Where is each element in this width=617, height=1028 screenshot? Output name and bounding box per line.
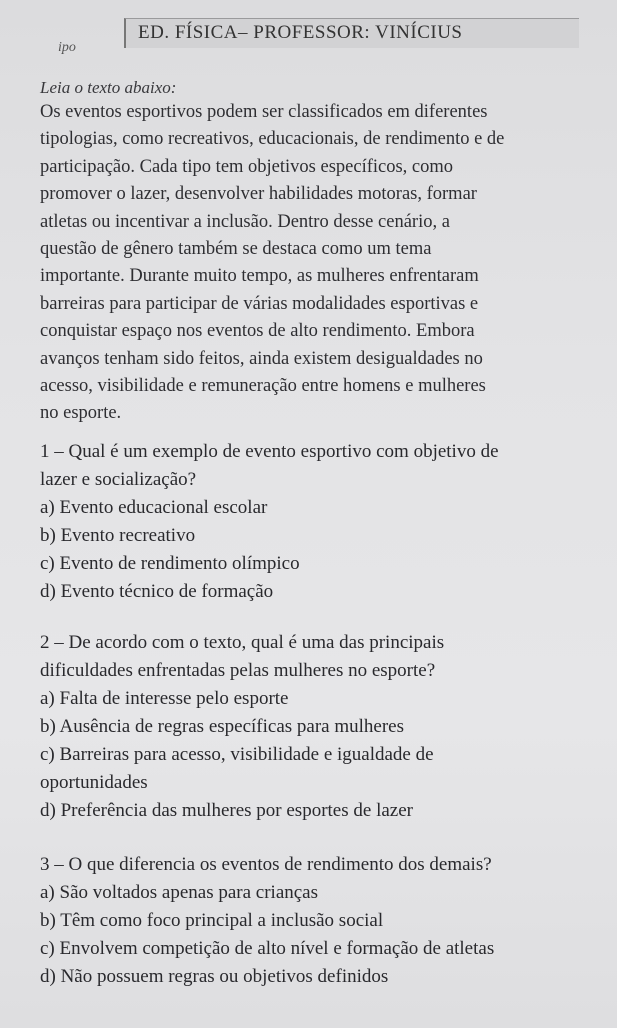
passage-line: Os eventos esportivos podem ser classificados em diferentes: [40, 102, 488, 122]
option-b: b) Ausência de regras específicas para mulheres: [40, 716, 404, 737]
question-stem: lazer e socialização?: [40, 469, 197, 490]
question-stem: dificuldades enfrentadas pelas mulheres no esporte?: [40, 660, 436, 681]
question-2: [40, 629, 610, 825]
passage-line: tipologias, como recreativos, educacionais, de rendimento e de: [40, 129, 505, 150]
option-c: c) Evento de rendimento olímpico: [40, 553, 300, 574]
option-b: b) Evento recreativo: [40, 525, 196, 546]
page-title: ED. FÍSICA– PROFESSOR: VINÍCIUS: [138, 22, 463, 43]
option-a: a) Evento educacional escolar: [40, 497, 268, 518]
option-a: a) Falta de interesse pelo esporte: [40, 688, 289, 709]
passage-line: conquistar espaço nos eventos de alto rendimento. Embora: [40, 321, 475, 342]
passage-line: atletas ou incentivar a inclusão. Dentro desse cenário, a: [40, 211, 450, 232]
option-d: d) Preferência das mulheres por esportes de lazer: [40, 800, 413, 821]
option-d: d) Evento técnico de formação: [40, 581, 274, 602]
passage-line: barreiras para participar de várias modalidades esportivas e: [40, 293, 479, 314]
header-banner: [124, 18, 579, 48]
passage-line: avanços tenham sido feitos, ainda existem desigualdades no: [40, 348, 483, 369]
question-3: [40, 851, 610, 991]
passage-line: acesso, visibilidade e remuneração entre homens e mulheres: [40, 376, 486, 397]
question-stem: 3 – O que diferencia os eventos de rendimento dos demais?: [40, 854, 492, 875]
question-stem: 1 – Qual é um exemplo de evento esportivo com objetivo de: [40, 441, 499, 462]
passage-line: participação. Cada tipo tem objetivos específicos, como: [40, 156, 454, 177]
instruction-text: Leia o texto abaixo:: [40, 78, 177, 97]
option-c: c) Barreiras para acesso, visibilidade e igualdade de: [40, 744, 434, 765]
option-c: c) Envolvem competição de alto nível e formação de atletas: [40, 938, 495, 959]
passage-line: promover o lazer, desenvolver habilidades motoras, formar: [40, 184, 477, 205]
question-1: [40, 438, 610, 606]
option-d: d) Não possuem regras ou objetivos definidos: [40, 966, 389, 987]
passage-line: questão de gênero também se destaca como um tema: [40, 239, 432, 260]
passage-line: no esporte.: [40, 403, 122, 424]
passage-line: importante. Durante muito tempo, as mulheres enfrentaram: [40, 266, 479, 287]
option-b: b) Têm como foco principal a inclusão social: [40, 910, 384, 931]
question-stem: 2 – De acordo com o texto, qual é uma das principais: [40, 632, 445, 653]
header-fragment: ipo: [58, 40, 76, 55]
option-a: a) São voltados apenas para crianças: [40, 882, 319, 903]
reading-passage: [40, 99, 610, 428]
option-c-continuation: oportunidades: [40, 772, 148, 793]
